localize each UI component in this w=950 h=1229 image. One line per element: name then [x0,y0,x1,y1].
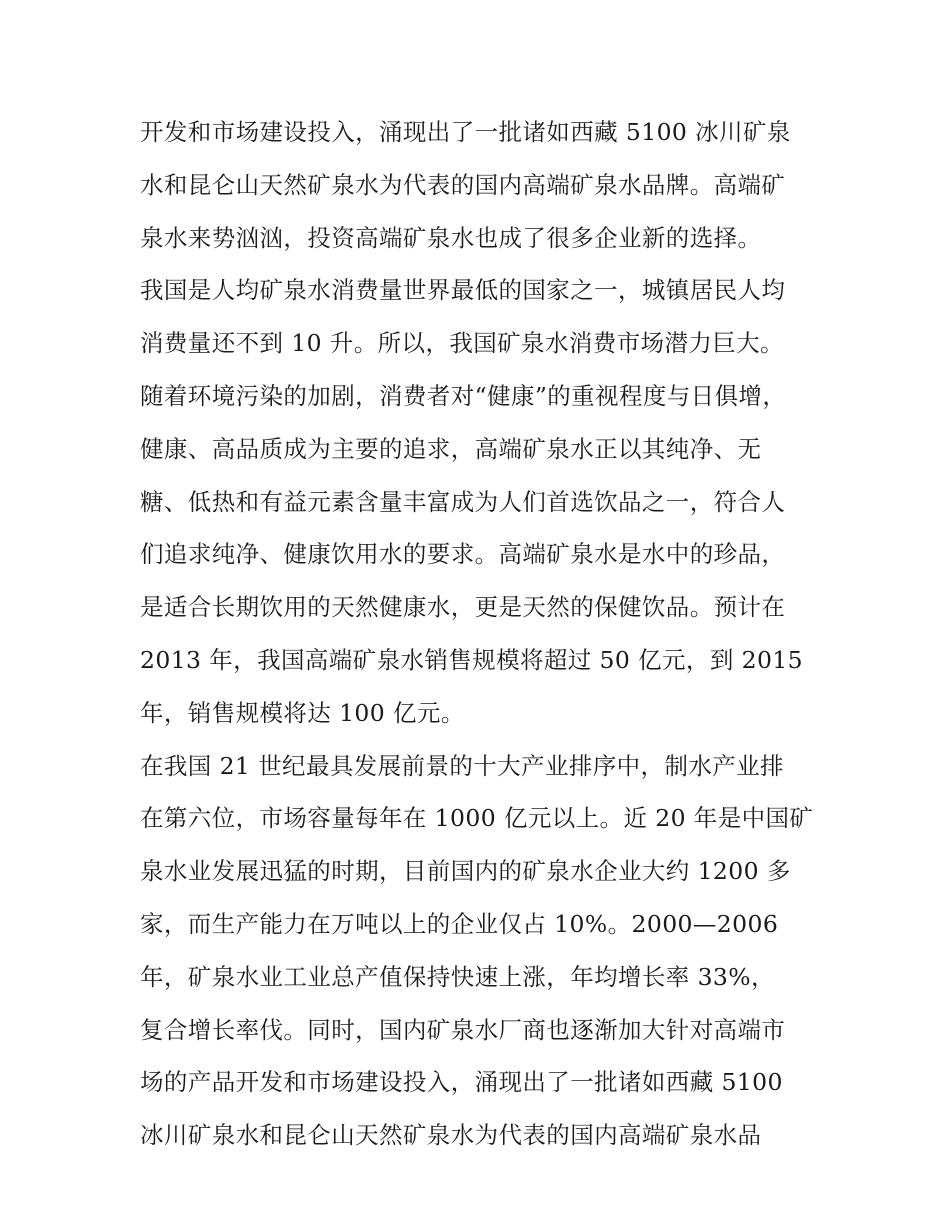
text-line: 水和昆仑山天然矿泉水为代表的国内高端矿泉水品牌。高端矿 [140,170,786,199]
text-line: 随着环境污染的加剧，消费者对“健康”的重视程度与日俱增， [140,381,787,410]
text-line: 年，销售规模将达 100 亿元。 [140,698,465,727]
text-line: 糖、低热和有益元素含量丰富成为人们首选饮品之一，符合人 [140,487,786,516]
text-line: 家，而生产能力在万吨以上的企业仅占 10%。2000—2006 [140,909,779,938]
text-line: 开发和市场建设投入，涌现出了一批诸如西藏 5100 冰川矿泉 [140,118,791,146]
text-line: 在我国 21 世纪最具发展前景的十大产业排序中，制水产业排 [140,751,784,780]
text-line: 消费量还不到 10 升。所以，我国矿泉水消费市场潜力巨大。 [140,329,784,358]
text-line: 年，矿泉水业工业总产值保持快速上涨，年均增长率 33%， [140,962,775,991]
text-line: 复合增长率伐。同时，国内矿泉水厂商也逐渐加大针对高端市 [140,1015,786,1044]
text-line: 在第六位，市场容量每年在 1000 亿元以上。近 20 年是中国矿 [140,804,814,833]
text-line: 泉水业发展迅猛的时期，目前国内的矿泉水企业大约 1200 多 [140,857,791,886]
text-line: 2013 年，我国高端矿泉水销售规模将超过 50 亿元，到 2015 [140,645,803,674]
text-line: 场的产品开发和市场建设投入，涌现出了一批诸如西藏 5100 [140,1068,783,1097]
text-line: 们追求纯净、健康饮用水的要求。高端矿泉水是水中的珍品， [140,540,786,569]
text-line: 是适合长期饮用的天然健康水，更是天然的保健饮品。预计在 [140,593,786,622]
body-text [140,106,820,1162]
text-line: 泉水来势汹汹，投资高端矿泉水也成了很多企业新的选择。 [140,223,762,252]
text-line: 健康、高品质成为主要的追求，高端矿泉水正以其纯净、无 [140,434,762,463]
text-line: 我国是人均矿泉水消费量世界最低的国家之一，城镇居民人均 [140,276,786,305]
text-line: 冰川矿泉水和昆仑山天然矿泉水为代表的国内高端矿泉水品 [140,1121,762,1150]
